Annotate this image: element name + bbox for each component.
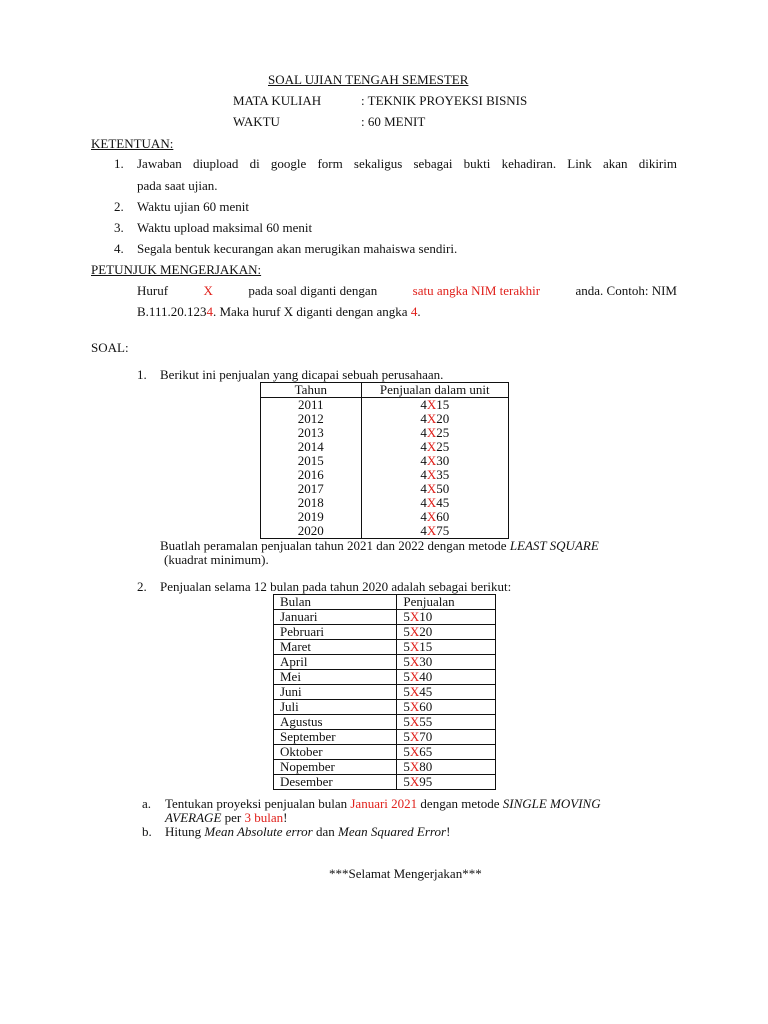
instr-nim-highlight: satu angka NIM terakhir	[412, 283, 541, 298]
month-cell: April	[274, 655, 397, 670]
sales-cell: 5X30	[397, 655, 496, 670]
rule-number: 2.	[114, 199, 124, 214]
table-header-row	[274, 595, 496, 610]
question-1-task-line-1: Buatlah peramalan penjualan tahun 2021 dan 2022 dengan metode LEAST SQUARE	[160, 538, 599, 553]
time-value: : 60 MENIT	[361, 114, 426, 129]
year-cell: 2014	[261, 440, 362, 454]
month-cell: Juli	[274, 700, 397, 715]
sales-cell: 4X50	[361, 482, 508, 496]
sales-cell: 4X60	[361, 510, 508, 524]
rule-1-line-2: pada saat ujian.	[137, 178, 218, 193]
closing-message: ***Selamat Mengerjakan***	[329, 866, 482, 881]
sales-by-year-table	[260, 382, 509, 539]
method-term: SINGLE MOVING	[502, 796, 601, 811]
rule-number: 1.	[114, 156, 124, 171]
method-term: AVERAGE	[165, 810, 222, 825]
column-header: Penjualan dalam unit	[361, 383, 508, 398]
soal-heading: SOAL:	[91, 340, 129, 355]
instructions-line-1	[137, 283, 677, 299]
sales-cell: 5X55	[397, 715, 496, 730]
sales-cell: 5X95	[397, 775, 496, 790]
year-cell: 2017	[261, 482, 362, 496]
subquestion-b: Hitung Mean Absolute error dan Mean Squared Error!	[165, 824, 451, 839]
instr-nim-example: B.111.20.123	[137, 304, 207, 319]
metric-term: Mean Absolute error	[204, 824, 313, 839]
monthly-sales-table	[273, 594, 496, 790]
month-cell: Desember	[274, 775, 397, 790]
course-label: MATA KULIAH	[233, 93, 322, 108]
subquestion-a-line-2: AVERAGE per 3 bulan!	[165, 810, 288, 825]
sales-cell: 5X20	[397, 625, 496, 640]
instr-text: Huruf	[137, 283, 169, 298]
sales-cell: 4X25	[361, 426, 508, 440]
question-number: 1.	[137, 367, 147, 382]
table-header-row	[261, 383, 509, 398]
month-cell: Oktober	[274, 745, 397, 760]
year-cell: 2012	[261, 412, 362, 426]
month-cell: Agustus	[274, 715, 397, 730]
month-cell: Nopember	[274, 760, 397, 775]
table-row	[274, 670, 496, 685]
table-row	[274, 685, 496, 700]
rule-4: Segala bentuk kecurangan akan merugikan mahaiswa sendiri.	[137, 241, 458, 256]
year-cell: 2020	[261, 524, 362, 539]
sales-cell: 4X15	[361, 398, 508, 413]
month-highlight: Januari 2021	[350, 796, 418, 811]
sales-cell: 4X20	[361, 412, 508, 426]
rule-number: 3.	[114, 220, 124, 235]
table-row	[261, 454, 509, 468]
instr-text: pada soal diganti dengan	[248, 283, 378, 298]
rule-2: Waktu ujian 60 menit	[137, 199, 249, 214]
column-header: Tahun	[261, 383, 362, 398]
table-row	[274, 745, 496, 760]
instr-text: .	[417, 304, 421, 319]
month-cell: Maret	[274, 640, 397, 655]
sales-cell: 4X75	[361, 524, 508, 539]
metric-term: Mean Squared Error	[337, 824, 447, 839]
column-header: Bulan	[274, 595, 397, 610]
sales-cell: 5X10	[397, 610, 496, 625]
column-header: Penjualan	[397, 595, 496, 610]
table-row	[261, 510, 509, 524]
sales-cell: 5X65	[397, 745, 496, 760]
subquestion-label: b.	[142, 824, 152, 839]
sales-cell: 4X25	[361, 440, 508, 454]
table-row	[274, 730, 496, 745]
period-highlight: 3 bulan	[244, 810, 284, 825]
month-cell: Januari	[274, 610, 397, 625]
instr-x-highlight: X	[203, 283, 213, 298]
year-cell: 2011	[261, 398, 362, 413]
table-row	[261, 496, 509, 510]
table-row	[261, 412, 509, 426]
table-row	[261, 524, 509, 539]
table-row	[274, 640, 496, 655]
table-row	[274, 715, 496, 730]
sales-cell: 4X35	[361, 468, 508, 482]
instructions-heading: PETUNJUK MENGERJAKAN:	[91, 262, 262, 277]
sales-cell: 4X30	[361, 454, 508, 468]
time-label: WAKTU	[233, 114, 280, 129]
instr-nim-digit: 4	[206, 304, 213, 319]
instr-text: anda. Contoh: NIM	[575, 283, 677, 298]
month-cell: September	[274, 730, 397, 745]
year-cell: 2015	[261, 454, 362, 468]
instr-replace-digit: 4	[410, 304, 418, 319]
year-cell: 2018	[261, 496, 362, 510]
table-row	[261, 398, 509, 413]
sales-cell: 5X80	[397, 760, 496, 775]
course-value: : TEKNIK PROYEKSI BISNIS	[361, 93, 528, 108]
year-cell: 2013	[261, 426, 362, 440]
sales-cell: 5X40	[397, 670, 496, 685]
least-square-term: LEAST SQUARE	[509, 538, 599, 553]
sales-cell: 5X70	[397, 730, 496, 745]
year-cell: 2016	[261, 468, 362, 482]
question-2-text: Penjualan selama 12 bulan pada tahun 2020 adalah sebagai berikut:	[160, 579, 512, 594]
table-row	[274, 625, 496, 640]
table-row	[261, 482, 509, 496]
sales-cell: 4X45	[361, 496, 508, 510]
rule-1-line-1: Jawaban diupload di google form sekaligus sebagai bukti kehadiran. Link akan dikirim	[137, 156, 677, 171]
table-row	[274, 655, 496, 670]
subquestion-a-line-1: Tentukan proyeksi penjualan bulan Januari 2021 dengan metode SINGLE MOVING	[165, 796, 601, 811]
month-cell: Juni	[274, 685, 397, 700]
table-row	[261, 440, 509, 454]
table-row	[261, 468, 509, 482]
table-row	[274, 700, 496, 715]
instructions-line-2	[137, 304, 421, 320]
question-1-text: Berikut ini penjualan yang dicapai sebuah perusahaan.	[160, 367, 444, 382]
table-row	[274, 760, 496, 775]
table-row	[274, 775, 496, 790]
month-cell: Mei	[274, 670, 397, 685]
exam-title: SOAL UJIAN TENGAH SEMESTER	[268, 72, 469, 87]
rule-3: Waktu upload maksimal 60 menit	[137, 220, 313, 235]
sales-cell: 5X45	[397, 685, 496, 700]
sales-cell: 5X60	[397, 700, 496, 715]
question-number: 2.	[137, 579, 147, 594]
sales-cell: 5X15	[397, 640, 496, 655]
table-row	[261, 426, 509, 440]
question-1-task-line-2: (kuadrat minimum).	[164, 552, 269, 567]
table-row	[274, 610, 496, 625]
month-cell: Pebruari	[274, 625, 397, 640]
instr-text: . Maka huruf X diganti dengan angka	[212, 304, 408, 319]
subquestion-label: a.	[142, 796, 152, 811]
year-cell: 2019	[261, 510, 362, 524]
rules-heading: KETENTUAN:	[91, 136, 174, 151]
rule-number: 4.	[114, 241, 124, 256]
